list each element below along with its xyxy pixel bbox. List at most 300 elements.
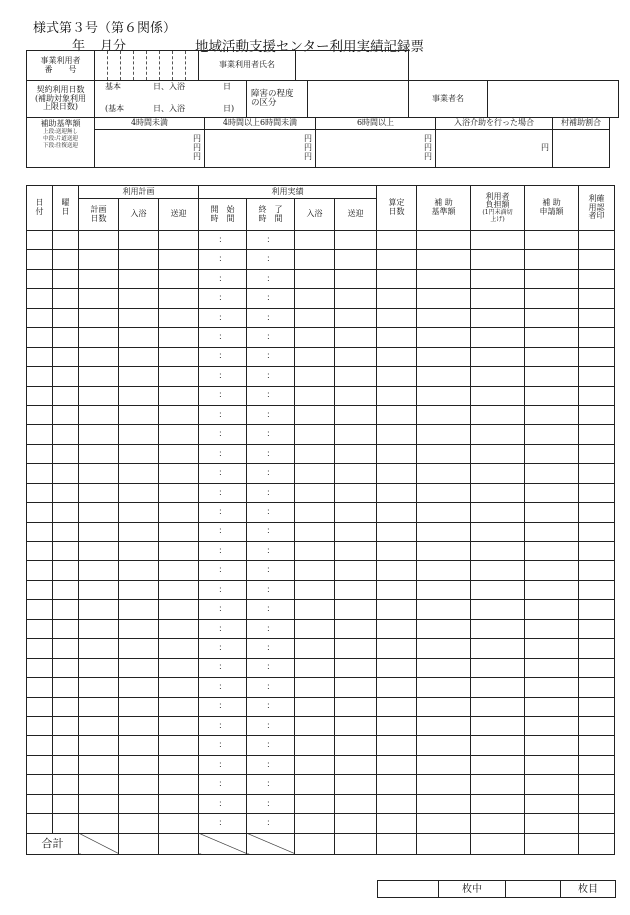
user-burden-cell[interactable] (471, 716, 525, 735)
plan-transport-cell[interactable] (159, 814, 199, 833)
subsidy-base-cell[interactable] (417, 367, 471, 386)
plan-bath-cell[interactable] (119, 678, 159, 697)
subsidy-base-cell[interactable] (417, 697, 471, 716)
end-time-cell[interactable]: ： (247, 580, 295, 599)
actual-transport-cell[interactable] (335, 794, 377, 813)
plan-days-cell[interactable] (79, 367, 119, 386)
end-time-cell[interactable]: ： (247, 289, 295, 308)
user-burden-cell[interactable] (471, 425, 525, 444)
subsidy-base-cell[interactable] (417, 269, 471, 288)
subsidy-base-cell[interactable] (417, 328, 471, 347)
plan-transport-cell[interactable] (159, 231, 199, 250)
calc-days-cell[interactable] (377, 464, 417, 483)
calc-days-cell[interactable] (377, 814, 417, 833)
weekday-cell[interactable] (53, 697, 79, 716)
plan-bath-cell[interactable] (119, 425, 159, 444)
day-cell[interactable] (27, 697, 53, 716)
subsidy-base-cell[interactable] (417, 600, 471, 619)
subsidy-request-cell[interactable] (525, 269, 579, 288)
end-time-cell[interactable]: ： (247, 405, 295, 424)
end-time-cell[interactable]: ： (247, 600, 295, 619)
user-seal-cell[interactable] (579, 386, 615, 405)
user-burden-cell[interactable] (471, 561, 525, 580)
user-burden-cell[interactable] (471, 542, 525, 561)
actual-transport-cell[interactable] (335, 328, 377, 347)
weekday-cell[interactable] (53, 639, 79, 658)
plan-bath-cell[interactable] (119, 775, 159, 794)
actual-transport-cell[interactable] (335, 503, 377, 522)
weekday-cell[interactable] (53, 250, 79, 269)
calc-days-cell[interactable] (377, 658, 417, 677)
subsidy-base-cell[interactable] (417, 231, 471, 250)
subsidy-base-cell[interactable] (417, 464, 471, 483)
user-seal-cell[interactable] (579, 483, 615, 502)
start-time-cell[interactable]: ： (199, 405, 247, 424)
day-cell[interactable] (27, 308, 53, 327)
actual-bath-cell[interactable] (295, 542, 335, 561)
plan-bath-cell[interactable] (119, 814, 159, 833)
weekday-cell[interactable] (53, 542, 79, 561)
user-number-digit[interactable] (147, 51, 160, 81)
subsidy-request-cell[interactable] (525, 464, 579, 483)
day-cell[interactable] (27, 231, 53, 250)
weekday-cell[interactable] (53, 794, 79, 813)
subsidy-request-cell[interactable] (525, 483, 579, 502)
user-burden-cell[interactable] (471, 405, 525, 424)
end-time-cell[interactable]: ： (247, 542, 295, 561)
day-cell[interactable] (27, 367, 53, 386)
end-time-cell[interactable]: ： (247, 425, 295, 444)
weekday-cell[interactable] (53, 308, 79, 327)
subsidy-village-field[interactable] (553, 130, 610, 168)
plan-transport-cell[interactable] (159, 697, 199, 716)
plan-transport-cell[interactable] (159, 639, 199, 658)
user-number-digit[interactable] (160, 51, 173, 81)
calc-days-cell[interactable] (377, 367, 417, 386)
subsidy-request-cell[interactable] (525, 561, 579, 580)
plan-transport-cell[interactable] (159, 580, 199, 599)
total-calc-days[interactable] (377, 833, 417, 854)
calc-days-cell[interactable] (377, 483, 417, 502)
plan-days-cell[interactable] (79, 639, 119, 658)
plan-days-cell[interactable] (79, 794, 119, 813)
plan-transport-cell[interactable] (159, 503, 199, 522)
user-seal-cell[interactable] (579, 794, 615, 813)
weekday-cell[interactable] (53, 619, 79, 638)
subsidy-base-cell[interactable] (417, 522, 471, 541)
end-time-cell[interactable]: ： (247, 347, 295, 366)
plan-days-cell[interactable] (79, 542, 119, 561)
start-time-cell[interactable]: ： (199, 658, 247, 677)
subsidy-base-cell[interactable] (417, 736, 471, 755)
weekday-cell[interactable] (53, 483, 79, 502)
subsidy-base-cell[interactable] (417, 542, 471, 561)
day-cell[interactable] (27, 386, 53, 405)
calc-days-cell[interactable] (377, 425, 417, 444)
subsidy-base-cell[interactable] (417, 444, 471, 463)
user-seal-cell[interactable] (579, 755, 615, 774)
actual-bath-cell[interactable] (295, 639, 335, 658)
start-time-cell[interactable]: ： (199, 542, 247, 561)
end-time-cell[interactable]: ： (247, 678, 295, 697)
day-cell[interactable] (27, 347, 53, 366)
subsidy-base-cell[interactable] (417, 580, 471, 599)
start-time-cell[interactable]: ： (199, 814, 247, 833)
user-seal-cell[interactable] (579, 231, 615, 250)
calc-days-cell[interactable] (377, 542, 417, 561)
day-cell[interactable] (27, 269, 53, 288)
weekday-cell[interactable] (53, 658, 79, 677)
end-time-cell[interactable]: ： (247, 755, 295, 774)
start-time-cell[interactable]: ： (199, 269, 247, 288)
plan-bath-cell[interactable] (119, 755, 159, 774)
plan-bath-cell[interactable] (119, 542, 159, 561)
actual-transport-cell[interactable] (335, 775, 377, 794)
plan-transport-cell[interactable] (159, 716, 199, 735)
plan-days-cell[interactable] (79, 619, 119, 638)
actual-bath-cell[interactable] (295, 308, 335, 327)
subsidy-base-cell[interactable] (417, 775, 471, 794)
actual-transport-cell[interactable] (335, 269, 377, 288)
end-time-cell[interactable]: ： (247, 367, 295, 386)
calc-days-cell[interactable] (377, 775, 417, 794)
plan-bath-cell[interactable] (119, 386, 159, 405)
subsidy-base-cell[interactable] (417, 794, 471, 813)
plan-bath-cell[interactable] (119, 580, 159, 599)
user-burden-cell[interactable] (471, 386, 525, 405)
start-time-cell[interactable]: ： (199, 231, 247, 250)
user-seal-cell[interactable] (579, 269, 615, 288)
plan-bath-cell[interactable] (119, 464, 159, 483)
plan-transport-cell[interactable] (159, 522, 199, 541)
user-seal-cell[interactable] (579, 697, 615, 716)
calc-days-cell[interactable] (377, 405, 417, 424)
weekday-cell[interactable] (53, 561, 79, 580)
user-seal-cell[interactable] (579, 561, 615, 580)
end-time-cell[interactable]: ： (247, 464, 295, 483)
day-cell[interactable] (27, 405, 53, 424)
subsidy-base-cell[interactable] (417, 425, 471, 444)
day-cell[interactable] (27, 328, 53, 347)
start-time-cell[interactable]: ： (199, 619, 247, 638)
end-time-cell[interactable]: ： (247, 444, 295, 463)
day-cell[interactable] (27, 464, 53, 483)
day-cell[interactable] (27, 250, 53, 269)
plan-transport-cell[interactable] (159, 347, 199, 366)
actual-transport-cell[interactable] (335, 367, 377, 386)
subsidy-request-cell[interactable] (525, 716, 579, 735)
day-cell[interactable] (27, 716, 53, 735)
user-burden-cell[interactable] (471, 289, 525, 308)
calc-days-cell[interactable] (377, 697, 417, 716)
user-burden-cell[interactable] (471, 794, 525, 813)
user-seal-cell[interactable] (579, 600, 615, 619)
end-time-cell[interactable]: ： (247, 716, 295, 735)
subsidy-request-cell[interactable] (525, 542, 579, 561)
total-user-burden[interactable] (471, 833, 525, 854)
day-cell[interactable] (27, 561, 53, 580)
sheet-no-field[interactable] (506, 881, 561, 898)
actual-bath-cell[interactable] (295, 425, 335, 444)
plan-bath-cell[interactable] (119, 367, 159, 386)
user-burden-cell[interactable] (471, 814, 525, 833)
subsidy-request-cell[interactable] (525, 580, 579, 599)
subsidy-request-cell[interactable] (525, 231, 579, 250)
start-time-cell[interactable]: ： (199, 483, 247, 502)
start-time-cell[interactable]: ： (199, 347, 247, 366)
plan-days-cell[interactable] (79, 678, 119, 697)
calc-days-cell[interactable] (377, 580, 417, 599)
calc-days-cell[interactable] (377, 619, 417, 638)
plan-days-cell[interactable] (79, 658, 119, 677)
user-burden-cell[interactable] (471, 503, 525, 522)
plan-bath-cell[interactable] (119, 639, 159, 658)
plan-bath-cell[interactable] (119, 522, 159, 541)
actual-transport-cell[interactable] (335, 814, 377, 833)
actual-bath-cell[interactable] (295, 405, 335, 424)
plan-bath-cell[interactable] (119, 561, 159, 580)
plan-days-cell[interactable] (79, 503, 119, 522)
day-cell[interactable] (27, 639, 53, 658)
day-cell[interactable] (27, 619, 53, 638)
end-time-cell[interactable]: ： (247, 231, 295, 250)
plan-days-cell[interactable] (79, 775, 119, 794)
end-time-cell[interactable]: ： (247, 561, 295, 580)
weekday-cell[interactable] (53, 444, 79, 463)
plan-days-cell[interactable] (79, 755, 119, 774)
plan-bath-cell[interactable] (119, 794, 159, 813)
day-cell[interactable] (27, 678, 53, 697)
weekday-cell[interactable] (53, 775, 79, 794)
subsidy-base-cell[interactable] (417, 561, 471, 580)
plan-bath-cell[interactable] (119, 483, 159, 502)
plan-transport-cell[interactable] (159, 405, 199, 424)
user-burden-cell[interactable] (471, 231, 525, 250)
disability-field[interactable] (308, 81, 409, 118)
weekday-cell[interactable] (53, 464, 79, 483)
subsidy-request-cell[interactable] (525, 736, 579, 755)
plan-transport-cell[interactable] (159, 619, 199, 638)
user-number-digit[interactable] (134, 51, 147, 81)
subsidy-base-cell[interactable] (417, 483, 471, 502)
plan-bath-cell[interactable] (119, 619, 159, 638)
calc-days-cell[interactable] (377, 600, 417, 619)
actual-transport-cell[interactable] (335, 619, 377, 638)
user-seal-cell[interactable] (579, 425, 615, 444)
subsidy-request-cell[interactable] (525, 386, 579, 405)
plan-bath-cell[interactable] (119, 347, 159, 366)
subsidy-request-cell[interactable] (525, 425, 579, 444)
sheet-total-field[interactable] (378, 881, 439, 898)
business-name-field[interactable] (488, 81, 619, 118)
plan-bath-cell[interactable] (119, 658, 159, 677)
start-time-cell[interactable]: ： (199, 561, 247, 580)
actual-bath-cell[interactable] (295, 328, 335, 347)
plan-days-cell[interactable] (79, 580, 119, 599)
calc-days-cell[interactable] (377, 444, 417, 463)
subsidy-request-cell[interactable] (525, 639, 579, 658)
plan-days-cell[interactable] (79, 347, 119, 366)
plan-days-cell[interactable] (79, 716, 119, 735)
plan-days-cell[interactable] (79, 269, 119, 288)
user-burden-cell[interactable] (471, 367, 525, 386)
user-seal-cell[interactable] (579, 580, 615, 599)
weekday-cell[interactable] (53, 678, 79, 697)
weekday-cell[interactable] (53, 328, 79, 347)
plan-days-cell[interactable] (79, 814, 119, 833)
plan-transport-cell[interactable] (159, 289, 199, 308)
user-burden-cell[interactable] (471, 755, 525, 774)
user-burden-cell[interactable] (471, 775, 525, 794)
user-burden-cell[interactable] (471, 658, 525, 677)
user-seal-cell[interactable] (579, 716, 615, 735)
calc-days-cell[interactable] (377, 386, 417, 405)
user-burden-cell[interactable] (471, 328, 525, 347)
actual-transport-cell[interactable] (335, 289, 377, 308)
total-actual-transport[interactable] (335, 833, 377, 854)
user-burden-cell[interactable] (471, 619, 525, 638)
actual-bath-cell[interactable] (295, 658, 335, 677)
plan-transport-cell[interactable] (159, 367, 199, 386)
user-seal-cell[interactable] (579, 250, 615, 269)
plan-bath-cell[interactable] (119, 503, 159, 522)
actual-transport-cell[interactable] (335, 639, 377, 658)
end-time-cell[interactable]: ： (247, 386, 295, 405)
day-cell[interactable] (27, 289, 53, 308)
plan-days-cell[interactable] (79, 328, 119, 347)
plan-days-cell[interactable] (79, 405, 119, 424)
calc-days-cell[interactable] (377, 678, 417, 697)
end-time-cell[interactable]: ： (247, 250, 295, 269)
total-subsidy-base[interactable] (417, 833, 471, 854)
day-cell[interactable] (27, 444, 53, 463)
start-time-cell[interactable]: ： (199, 794, 247, 813)
plan-transport-cell[interactable] (159, 561, 199, 580)
subsidy-base-cell[interactable] (417, 386, 471, 405)
actual-bath-cell[interactable] (295, 775, 335, 794)
user-seal-cell[interactable] (579, 444, 615, 463)
day-cell[interactable] (27, 755, 53, 774)
actual-bath-cell[interactable] (295, 250, 335, 269)
start-time-cell[interactable]: ： (199, 425, 247, 444)
plan-days-cell[interactable] (79, 444, 119, 463)
user-burden-cell[interactable] (471, 444, 525, 463)
actual-transport-cell[interactable] (335, 755, 377, 774)
plan-transport-cell[interactable] (159, 308, 199, 327)
start-time-cell[interactable]: ： (199, 697, 247, 716)
weekday-cell[interactable] (53, 289, 79, 308)
subsidy-request-cell[interactable] (525, 405, 579, 424)
subsidy-request-cell[interactable] (525, 328, 579, 347)
calc-days-cell[interactable] (377, 736, 417, 755)
subsidy-request-cell[interactable] (525, 503, 579, 522)
day-cell[interactable] (27, 600, 53, 619)
total-actual-bath[interactable] (295, 833, 335, 854)
actual-transport-cell[interactable] (335, 580, 377, 599)
start-time-cell[interactable]: ： (199, 464, 247, 483)
actual-transport-cell[interactable] (335, 425, 377, 444)
calc-days-cell[interactable] (377, 716, 417, 735)
actual-bath-cell[interactable] (295, 444, 335, 463)
actual-transport-cell[interactable] (335, 658, 377, 677)
subsidy-base-cell[interactable] (417, 503, 471, 522)
plan-transport-cell[interactable] (159, 328, 199, 347)
calc-days-cell[interactable] (377, 231, 417, 250)
actual-bath-cell[interactable] (295, 580, 335, 599)
weekday-cell[interactable] (53, 814, 79, 833)
subsidy-request-cell[interactable] (525, 775, 579, 794)
plan-bath-cell[interactable] (119, 308, 159, 327)
weekday-cell[interactable] (53, 386, 79, 405)
actual-bath-cell[interactable] (295, 697, 335, 716)
day-cell[interactable] (27, 814, 53, 833)
day-cell[interactable] (27, 580, 53, 599)
plan-days-cell[interactable] (79, 464, 119, 483)
plan-bath-cell[interactable] (119, 231, 159, 250)
actual-transport-cell[interactable] (335, 347, 377, 366)
day-cell[interactable] (27, 794, 53, 813)
plan-days-cell[interactable] (79, 250, 119, 269)
subsidy-request-cell[interactable] (525, 367, 579, 386)
plan-transport-cell[interactable] (159, 658, 199, 677)
subsidy-base-cell[interactable] (417, 639, 471, 658)
subsidy-request-cell[interactable] (525, 755, 579, 774)
start-time-cell[interactable]: ： (199, 503, 247, 522)
total-subsidy-request[interactable] (525, 833, 579, 854)
actual-transport-cell[interactable] (335, 405, 377, 424)
user-seal-cell[interactable] (579, 503, 615, 522)
user-seal-cell[interactable] (579, 542, 615, 561)
plan-transport-cell[interactable] (159, 444, 199, 463)
actual-bath-cell[interactable] (295, 231, 335, 250)
weekday-cell[interactable] (53, 269, 79, 288)
actual-transport-cell[interactable] (335, 678, 377, 697)
actual-bath-cell[interactable] (295, 716, 335, 735)
actual-transport-cell[interactable] (335, 522, 377, 541)
actual-bath-cell[interactable] (295, 755, 335, 774)
actual-bath-cell[interactable] (295, 464, 335, 483)
start-time-cell[interactable]: ： (199, 755, 247, 774)
plan-days-cell[interactable] (79, 483, 119, 502)
plan-transport-cell[interactable] (159, 425, 199, 444)
calc-days-cell[interactable] (377, 250, 417, 269)
start-time-cell[interactable]: ： (199, 522, 247, 541)
actual-transport-cell[interactable] (335, 464, 377, 483)
total-plan-bath[interactable] (119, 833, 159, 854)
end-time-cell[interactable]: ： (247, 522, 295, 541)
subsidy-request-cell[interactable] (525, 522, 579, 541)
user-burden-cell[interactable] (471, 600, 525, 619)
contract-days-field[interactable]: 基本 日、入浴 日 (基本 日、入浴 日) (95, 81, 247, 118)
plan-days-cell[interactable] (79, 425, 119, 444)
start-time-cell[interactable]: ： (199, 367, 247, 386)
actual-bath-cell[interactable] (295, 736, 335, 755)
plan-days-cell[interactable] (79, 231, 119, 250)
end-time-cell[interactable]: ： (247, 794, 295, 813)
user-seal-cell[interactable] (579, 619, 615, 638)
plan-transport-cell[interactable] (159, 250, 199, 269)
weekday-cell[interactable] (53, 425, 79, 444)
plan-bath-cell[interactable] (119, 716, 159, 735)
user-number-digit[interactable] (95, 51, 108, 81)
user-seal-cell[interactable] (579, 308, 615, 327)
plan-transport-cell[interactable] (159, 736, 199, 755)
subsidy-base-cell[interactable] (417, 755, 471, 774)
start-time-cell[interactable]: ： (199, 308, 247, 327)
user-burden-cell[interactable] (471, 678, 525, 697)
user-name-field[interactable] (296, 51, 409, 81)
user-burden-cell[interactable] (471, 580, 525, 599)
